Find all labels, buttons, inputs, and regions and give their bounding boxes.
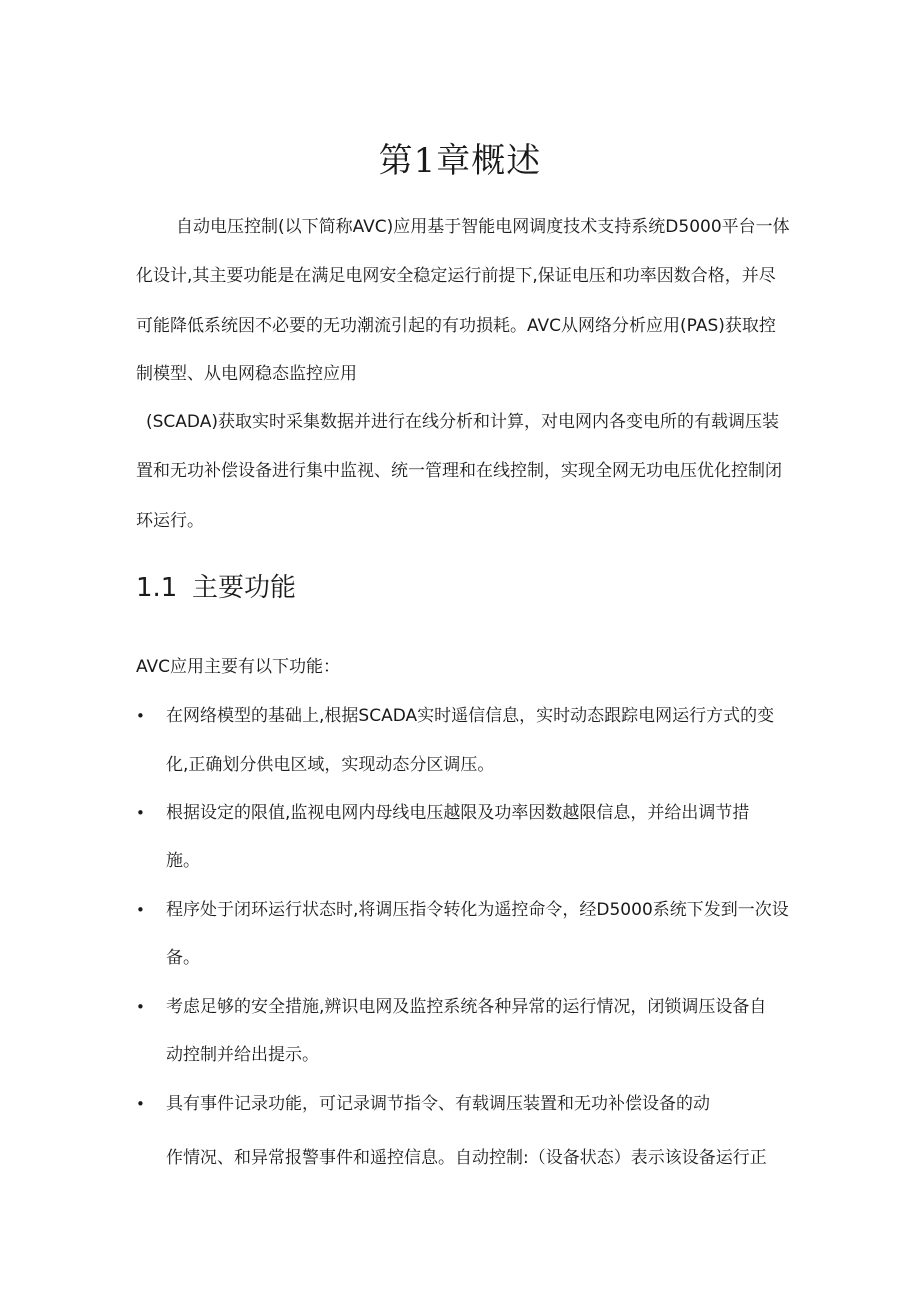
list-item-line: 程序处于闭环运行状态时,将调压指令转化为遥控命令，经D5000系统下发到一次设 [166, 900, 789, 920]
list-item-line: 作情况、和异常报警事件和遥控信息。自动控制:（设备状态）表示该设备运行正 [166, 1148, 767, 1168]
intro-line: 化设计,其主要功能是在满足电网安全稳定运行前提下,保证电压和功率因数合格，并尽 [136, 266, 776, 286]
bullet-marker: • [136, 998, 145, 1016]
section-heading [136, 570, 296, 606]
list-item-line: 考虑足够的安全措施,辨识电网及监控系统各种异常的运行情况，闭锁调压设备自 [166, 997, 767, 1017]
section-number: 1.1 [136, 573, 178, 603]
list-item-line: 根据设定的限值,监视电网内母线电压越限及功率因数越限信息，并给出调节措 [166, 803, 750, 823]
section-title: 主要功能 [192, 573, 297, 603]
bullet-marker: • [136, 707, 145, 725]
list-item-line: 化,正确划分供电区域，实现动态分区调压。 [166, 755, 495, 775]
intro-line: 置和无功补偿设备进行集中监视、统一管理和在线控制，实现全网无功电压优化控制闭 [136, 461, 782, 481]
list-item-line: 在网络模型的基础上,根据SCADA实时遥信信息，实时动态跟踪电网运行方式的变 [166, 706, 775, 726]
list-item-line: 动控制并给出提示。 [166, 1045, 319, 1065]
intro-line: 制模型、从电网稳态监控应用 [136, 364, 357, 384]
chapter-title: 第1章概述 [378, 141, 542, 181]
list-item-line: 备。 [166, 948, 200, 968]
intro-line: 环运行。 [136, 511, 204, 531]
intro-line: (SCADA)获取实时采集数据并进行在线分析和计算，对电网内各变电所的有载调压装 [146, 412, 779, 432]
list-item-line: 具有事件记录功能，可记录调节指令、有载调压装置和无功补偿设备的动 [166, 1094, 710, 1114]
list-item-line: 施。 [166, 851, 200, 871]
intro-line: 可能降低系统因不必要的无功潮流引起的有功损耗。AVC从网络分析应用(PAS)获取控 [136, 316, 776, 336]
bullet-marker: • [136, 901, 145, 919]
bullet-marker: • [136, 1095, 145, 1113]
section-lead: AVC应用主要有以下功能： [136, 657, 341, 677]
bullet-marker: • [136, 804, 145, 822]
intro-line: 自动电压控制(以下简称AVC)应用基于智能电网调度技术支持系统D5000平台一体 [176, 217, 790, 237]
